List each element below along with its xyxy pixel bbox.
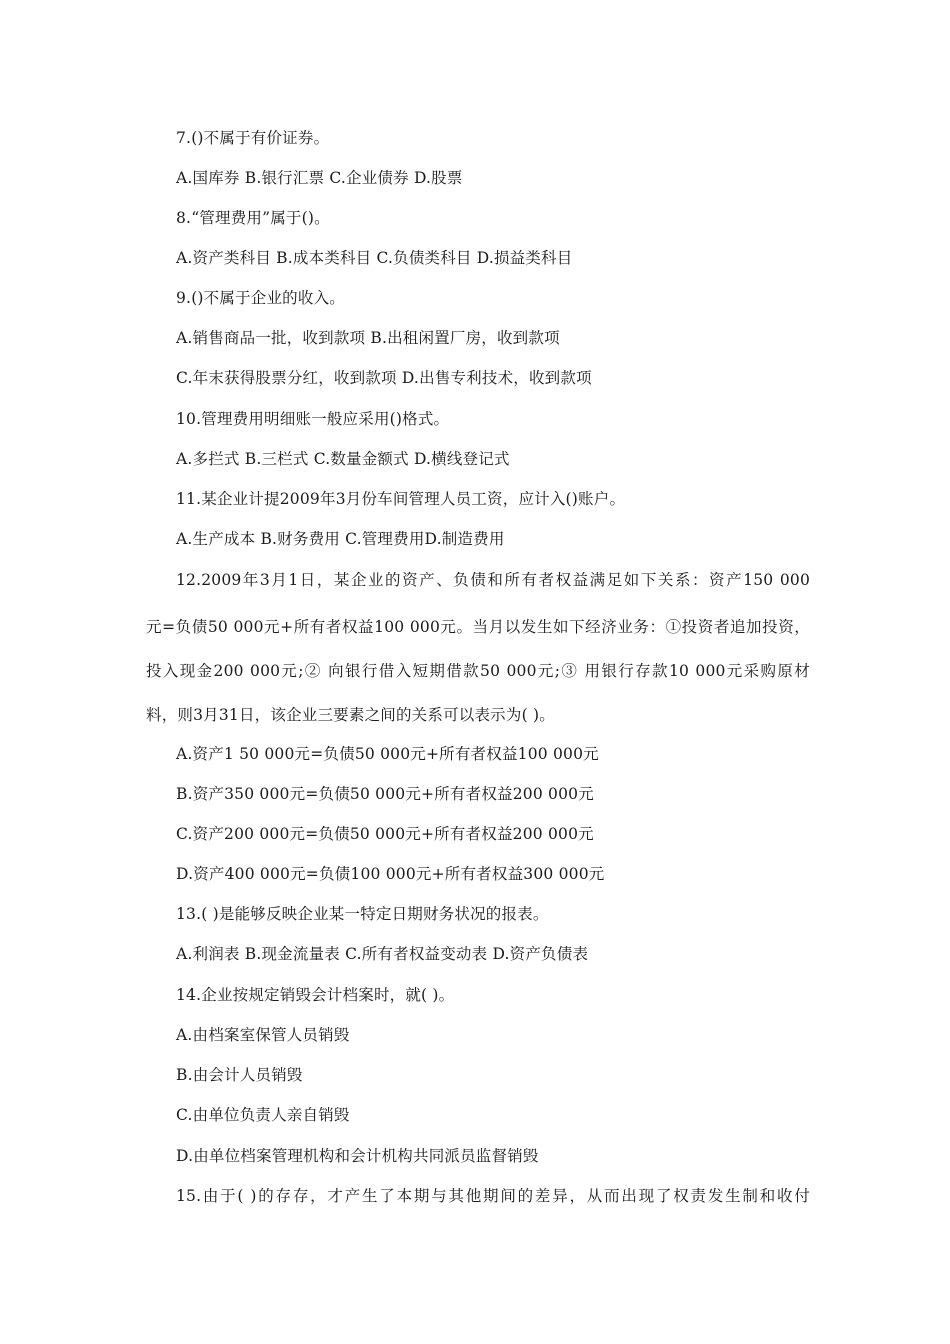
question-12-line-1: 12.2009年3月1日，某企业的资产、负债和所有者权益满足如下关系：资产150 000 xyxy=(176,571,810,589)
question-12-option-a: A.资产1 50 000元=负债50 000元+所有者权益100 000元 xyxy=(176,745,599,763)
question-9: 9.()不属于企业的收入。 xyxy=(176,289,345,307)
question-10: 10.管理费用明细账一般应采用()格式。 xyxy=(176,410,450,428)
question-11-options: A.生产成本 B.财务费用 C.管理费用D.制造费用 xyxy=(176,530,505,548)
question-12-option-d: D.资产400 000元=负债100 000元+所有者权益300 000元 xyxy=(176,865,605,883)
question-14-option-b: B.由会计人员销毁 xyxy=(176,1066,303,1084)
question-14: 14.企业按规定销毁会计档案时，就( )。 xyxy=(176,986,455,1004)
question-9-options-ab: A.销售商品一批，收到款项 B.出租闲置厂房，收到款项 xyxy=(176,329,560,347)
question-14-option-c: C.由单位负责人亲自销毁 xyxy=(176,1106,350,1124)
question-9-options-cd: C.年末获得股票分红，收到款项 D.出售专利技术，收到款项 xyxy=(176,369,592,387)
question-8: 8.“管理费用”属于()。 xyxy=(176,209,330,227)
question-8-options: A.资产类科目 B.成本类科目 C.负债类科目 D.损益类科目 xyxy=(176,249,573,267)
question-10-options: A.多拦式 B.三栏式 C.数量金额式 D.横线登记式 xyxy=(176,450,510,468)
question-15-line-1: 15.由于( )的存存，才产生了本期与其他期间的差异，从而出现了权责发生制和收付 xyxy=(176,1187,810,1205)
question-13-options: A.利润表 B.现金流量表 C.所有者权益变动表 D.资产负债表 xyxy=(176,945,589,963)
question-7: 7.()不属于有价证券。 xyxy=(176,129,330,147)
question-14-option-a: A.由档案室保管人员销毁 xyxy=(176,1026,350,1044)
question-12-option-b: B.资产350 000元=负债50 000元+所有者权益200 000元 xyxy=(176,785,594,803)
question-7-options: A.国库券 B.银行汇票 C.企业债券 D.股票 xyxy=(176,169,463,187)
question-14-option-d: D.由单位档案管理机构和会计机构共同派员监督销毁 xyxy=(176,1147,539,1165)
question-13: 13.( )是能够反映企业某一特定日期财务状况的报表。 xyxy=(176,905,549,923)
question-12-line-3: 投入现金200 000元;② 向银行借入短期借款50 000元;③ 用银行存款10 000元采购原材 xyxy=(146,662,810,680)
question-11: 11.某企业计提2009年3月份车间管理人员工资，应计入()账户。 xyxy=(176,490,626,508)
question-12-option-c: C.资产200 000元=负债50 000元+所有者权益200 000元 xyxy=(176,825,594,843)
question-12-line-2: 元=负债50 000元+所有者权益100 000元。当月以发生如下经济业务：①投资者追加投资， xyxy=(146,618,810,636)
question-12-line-4: 料，则3月31日，该企业三要素之间的关系可以表示为( )。 xyxy=(146,706,555,724)
